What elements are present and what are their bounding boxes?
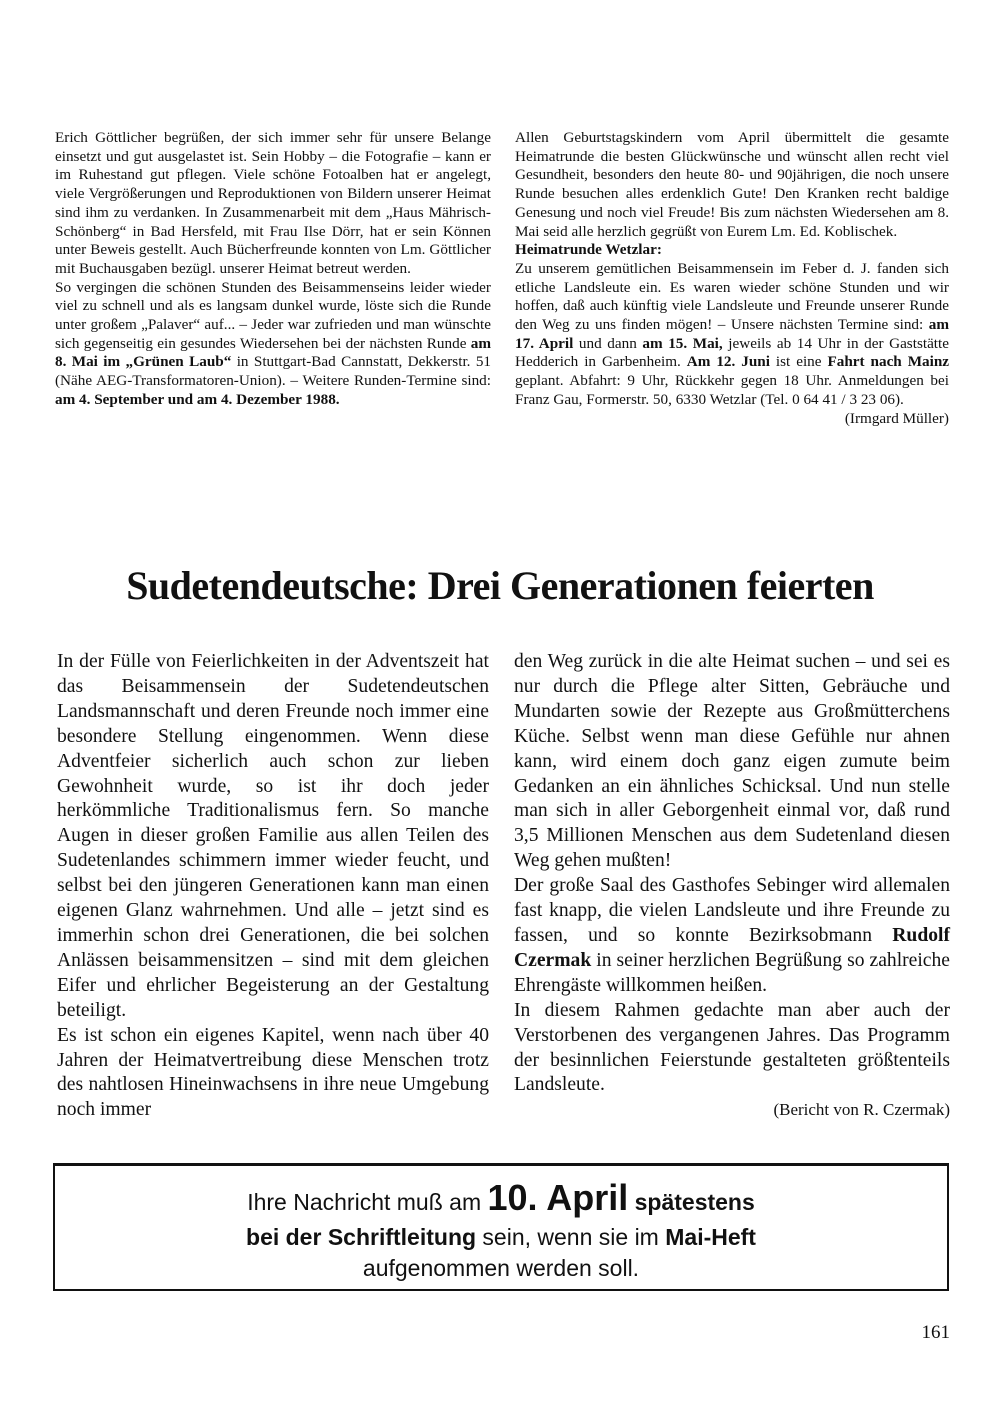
text-run: jeweils ab 14 Uhr in der Gaststätte Hedderich in Garbenheim. (515, 334, 949, 371)
section-heading (515, 241, 949, 260)
deadline-date: 10. April (487, 1177, 629, 1218)
paragraph: Allen Geburtstagskindern vom April übermittelt die gesamte Heimatrunde die besten Glückwünsche und wünscht allen recht viel Gesundheit, besonders den heute 80- und 90jährigen, die noch unsere Runde besuchen alles erdenklich Gute! Den Kranken recht baldige Genesung und noch viel Freude! Bis zum nächsten Wiedersehen am 8. Mai seid alle herzlich gegrüßt von Eurem Lm. Ed. Koblischek. (515, 129, 949, 240)
bold-date: am 15. Mai, (642, 334, 723, 352)
text-run: in Stuttgart-Bad Cannstatt, Dekkerstr. 51 (Nähe AEG-Transformatoren-Union). – Weitere Runden-Termine sind: (55, 353, 492, 390)
column-top-right (515, 129, 949, 428)
text-run: spätestens (628, 1189, 755, 1215)
editorial-office: bei der Schriftleitung (246, 1224, 477, 1250)
issue-name: Mai-Heft (665, 1224, 756, 1250)
bold-date: Am 12. Juni (686, 353, 770, 371)
paragraph: Erich Göttlicher begrüßen, der sich immer sehr für unsere Belange einsetzt und gut ausgelastet ist. Sein Hobby – die Fotografie – kann er im Ruhestand gut pflegen. Viele schöne Fotoalben hat er angelegt, viele Vergrößerungen und Reproduktionen von Bildern unserer Heimat sind ihm zu verdanken. In Zusammenarbeit mit dem „Haus Mährisch-Schönberg“ in Bad Hersfeld, mit Frau Ilse Dörr, hat er sein Können unter Beweis gestellt. Auch Bücherfreunde konnten von Lm. Göttlicher mit Buchausgaben bezügl. unserer Heimat betreut werden. (55, 129, 491, 277)
text-run: geplant. Abfahrt: 9 Uhr, Rückkehr gegen 18 Uhr. Anmeldungen bei Franz Gau, Formerstr. 50, 6330 Wetzlar (Tel. 0 64 41 / 3 23 06). (515, 372, 949, 408)
paragraph (515, 260, 949, 410)
column-top-left (55, 129, 491, 410)
paragraph: In diesem Rahmen gedachte man aber auch der Verstorbenen des vergangenen Jahres. Das Programm der besinnlichen Feierstunde gestalteten größtenteils Landsleute. (514, 999, 950, 1096)
bold-event: Fahrt nach Mainz (827, 353, 950, 371)
deadline-notice-box (53, 1163, 949, 1291)
page-number: 161 (921, 1322, 950, 1343)
bold-date: am 8. Mai im „Grünen Laub“ (55, 334, 492, 371)
notice-line-3: aufgenommen werden soll. (362, 1255, 640, 1281)
bold-date: am 4. September und am 4. Dezember 1988. (55, 390, 340, 408)
signature: (Irmgard Müller) (844, 409, 949, 427)
article-headline: Sudetendeutsche: Drei Generationen feierten (126, 563, 874, 608)
paragraph (55, 279, 491, 410)
bold-name: Rudolf Czermak (514, 924, 950, 971)
text-run: ist eine (775, 353, 822, 371)
text-run: und dann (578, 334, 637, 352)
text-run: Der große Saal des Gasthofes Sebinger wird allemalen fast knapp, die vielen Landsleute und ihre Freunde zu fassen, und so konnte Bezirksobmann (514, 875, 950, 946)
paragraph: In der Fülle von Feierlichkeiten in der Adventszeit hat das Beisammensein der Sudetendeutschen Landsmannschaft und deren Freunde noch immer eine besondere Stellung eingenommen. Wenn diese Adventfeier sicherlich auch schon zur lieben Gewohnheit wurde, so ist ihr doch jeder herkömmliche Traditionalismus fern. So manche Augen in dieser großen Familie aus allen Teilen des Sudetenlandes schimmern immer wieder feucht, und selbst bei den jüngeren Generationen kann man einen eigenen Glanz wahrnehmen. Und alle – jetzt sind es immerhin schon drei Generationen, die bei solchen Anlässen beisammensitzen – sind mit dem gleichen Eifer und ehrlicher Begeisterung an der Gestaltung beteiligt. (57, 651, 489, 1021)
notice-line-2 (55, 1222, 947, 1252)
text-run: sein, wenn sie im (476, 1224, 666, 1250)
heading-text: Heimatrunde Wetzlar: (515, 241, 662, 259)
column-main-right (514, 650, 950, 1123)
text-run: Ihre Nachricht muß am (247, 1189, 488, 1215)
paragraph: Es ist schon ein eigenes Kapitel, wenn nach über 40 Jahren der Heimatvertreibung diese Menschen trotz des nahtlosen Hineinwachsens in ihre neue Umgebung noch immer (57, 1024, 489, 1121)
text-run: So vergingen die schönen Stunden des Beisammenseins leider wieder viel zu schnell und als es langsam dunkel wurde, löste sich die Runde unter großem „Palaver“ auf... – Jeder war zufrieden und man wünschte sich gegenseitig ein gesundes Wiedersehen bei der nächsten Runde (55, 278, 491, 352)
text-run: in seiner herzlichen Begrüßung so zahlreiche Ehrengäste willkommen heißen. (514, 949, 950, 996)
bold-date: am 17. April (515, 316, 949, 352)
paragraph (514, 874, 950, 999)
text-run: Zu unserem gemütlichen Beisammensein im Feber d. J. fanden sich etliche Landsleute ein. Es waren wieder schöne Stunden und wir hoffen, daß auch künftig viele Landsleute und Freunde unserer Runde den Weg zu uns finden mögen! – Unsere nächsten Termine sind: (515, 259, 949, 334)
signature: (Bericht von R. Czermak) (773, 1100, 950, 1120)
column-main-left (57, 650, 489, 1123)
paragraph: den Weg zurück in die alte Heimat suchen – und sei es nur durch die Pflege alter Sitten, Gebräuche und Mundarten sowie der Rezepte aus Großmütterchens Küche. Selbst wenn man diese Gefühle nur ahnen kann, wird einem doch ganz eigen zumute beim Gedanken an ein ähnliches Schicksal. Und nun stelle man sich in aller Geborgenheit einmal vor, daß rund 3,5 Millionen Menschen aus dem Sudetenland diesen Weg gehen mußten! (514, 651, 950, 872)
notice-line-1 (55, 1178, 947, 1222)
